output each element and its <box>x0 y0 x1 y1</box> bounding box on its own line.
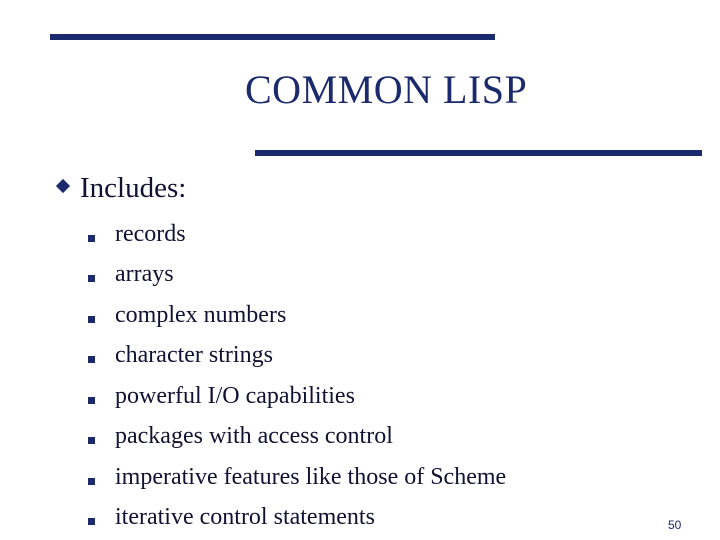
square-bullet-icon <box>88 478 95 485</box>
square-bullet-icon <box>88 356 95 363</box>
main-bullet-text: Includes: <box>80 172 187 204</box>
list-item-text: imperative features like those of Scheme <box>115 463 507 490</box>
list-item <box>88 498 506 539</box>
sub-bullet-list <box>88 214 506 538</box>
list-item <box>88 214 506 255</box>
list-item-text: arrays <box>115 261 174 288</box>
square-bullet-icon <box>88 397 95 404</box>
list-item-text: character strings <box>115 342 273 369</box>
list-item <box>88 417 506 458</box>
list-item <box>88 376 506 417</box>
square-bullet-icon <box>88 437 95 444</box>
list-item-text: complex numbers <box>115 301 287 328</box>
list-item-text: powerful I/O capabilities <box>115 382 355 409</box>
list-item-text: records <box>115 220 186 247</box>
main-bullet <box>58 172 186 205</box>
square-bullet-icon <box>88 518 95 525</box>
slide-title: COMMON LISP <box>245 67 528 112</box>
list-item <box>88 295 506 336</box>
list-item <box>88 336 506 377</box>
bottom-rule <box>255 150 702 156</box>
top-rule <box>50 34 495 40</box>
square-bullet-icon <box>88 275 95 282</box>
list-item-text: iterative control statements <box>115 504 375 531</box>
square-bullet-icon <box>88 235 95 242</box>
page-number: 50 <box>668 518 682 532</box>
list-item-text: packages with access control <box>115 423 393 450</box>
diamond-bullet-icon <box>56 179 70 193</box>
list-item <box>88 457 506 498</box>
list-item <box>88 255 506 296</box>
square-bullet-icon <box>88 316 95 323</box>
